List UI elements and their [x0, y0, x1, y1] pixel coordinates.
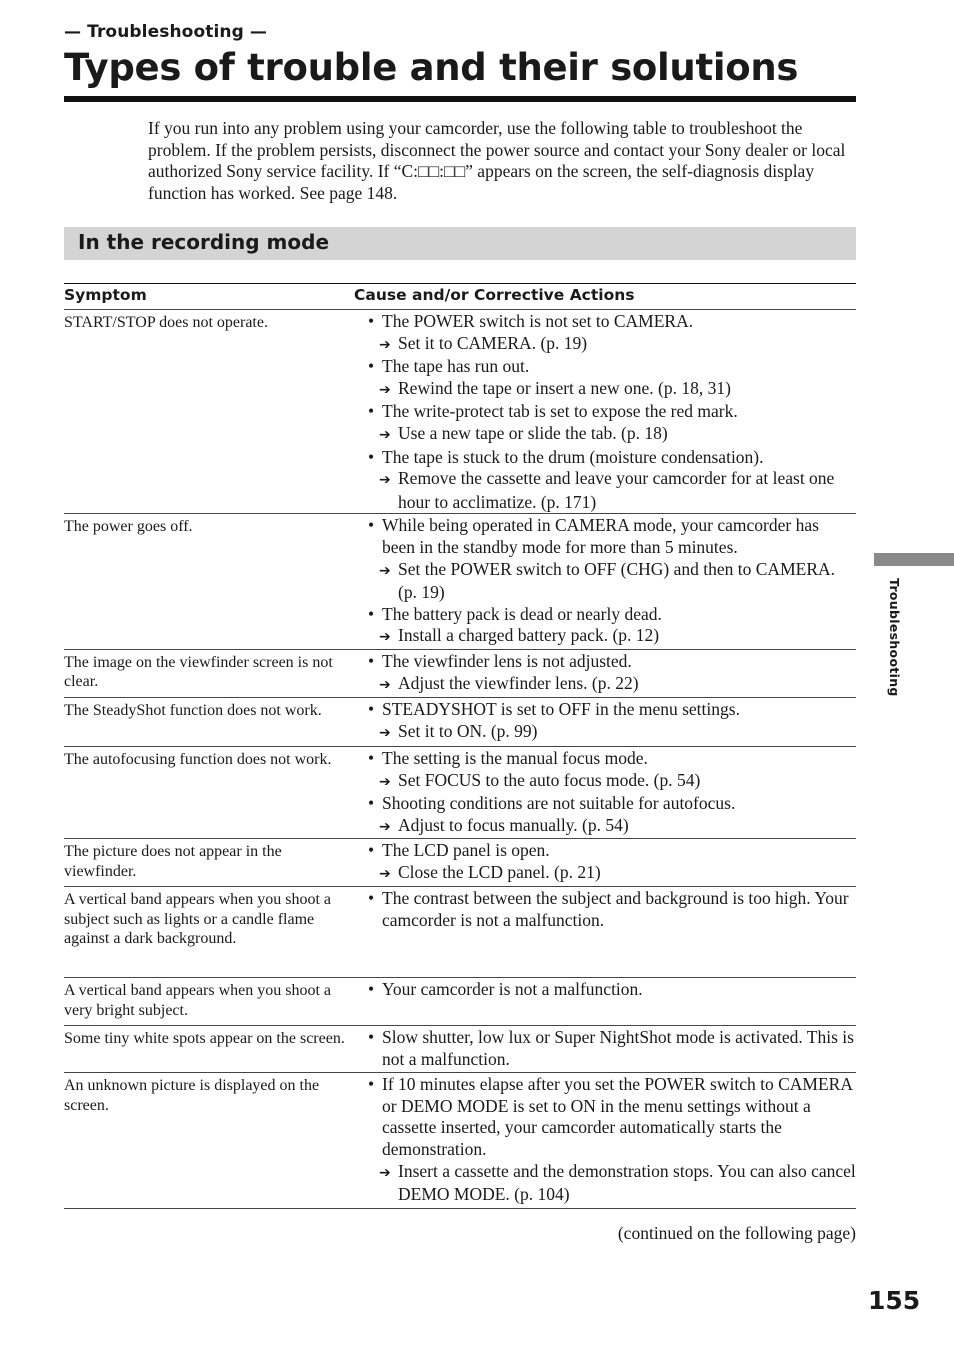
action-text: Close the LCD panel. (p. 21)	[398, 861, 601, 882]
corrective-action	[64, 815, 856, 839]
cause-item	[64, 793, 856, 815]
corrective-action	[64, 862, 856, 886]
bullet-icon: •	[368, 1027, 375, 1048]
bullet-icon: •	[368, 311, 375, 331]
cause-item	[64, 311, 856, 333]
cause-text: Your camcorder is not a malfunction.	[382, 979, 643, 1000]
action-text: Use a new tape or slide the tab. (p. 18)	[398, 422, 668, 443]
corrective-action	[64, 423, 856, 447]
corrective-action	[64, 1161, 856, 1206]
cause-item	[64, 699, 856, 721]
arrow-right-icon: ➔	[379, 1164, 391, 1181]
cause-text: The setting is the manual focus mode.	[382, 747, 648, 768]
symptom-cell: A vertical band appears when you shoot a subject such as lights or a candle flame against a dark background.	[64, 891, 332, 948]
cause-text: While being operated in CAMERA mode, your camcorder has been in the standby mode for more than 5 minutes.	[382, 515, 819, 557]
title-rule	[64, 96, 856, 102]
cause-item	[64, 515, 856, 558]
symptom-cell: The picture does not appear in the viewfinder.	[64, 843, 282, 880]
action-text: Set it to CAMERA. (p. 19)	[398, 332, 588, 353]
arrow-right-icon: ➔	[379, 629, 391, 646]
symptom-cell: An unknown picture is displayed on the screen.	[64, 1077, 320, 1114]
arrow-right-icon: ➔	[379, 562, 391, 579]
table-row	[64, 887, 856, 978]
cause-item	[64, 888, 856, 931]
cause-item	[64, 840, 856, 862]
bullet-icon: •	[368, 515, 375, 536]
symptom-cell: The image on the viewfinder screen is not clear.	[64, 653, 333, 691]
arrow-right-icon: ➔	[379, 336, 391, 353]
cause-cell	[354, 887, 856, 977]
cause-item	[64, 1074, 856, 1160]
symptom-cell: A vertical band appears when you shoot a very bright subject.	[64, 982, 332, 1019]
cause-text: The contrast between the subject and background is too high. Your camcorder is not a malfunction.	[382, 888, 849, 930]
action-text: Remove the cassette and leave your camcorder for at least one hour to acclimatize. (p. 171)	[398, 468, 835, 512]
cause-item	[64, 651, 856, 673]
table-header	[64, 283, 856, 310]
table-row	[64, 650, 856, 698]
cause-text: The LCD panel is open.	[382, 840, 550, 861]
table-row	[64, 310, 856, 514]
action-text: Adjust to focus manually. (p. 54)	[398, 814, 629, 835]
cause-cell	[354, 1026, 856, 1072]
bullet-icon: •	[368, 888, 375, 909]
page-title: Types of trouble and their solutions	[64, 46, 799, 89]
table-row	[64, 1073, 856, 1209]
cause-cell	[354, 978, 856, 1025]
symptom-cell: The autofocusing function does not work.	[64, 750, 332, 768]
arrow-right-icon: ➔	[379, 818, 391, 835]
bullet-icon: •	[368, 401, 375, 422]
cause-text: The tape has run out.	[382, 356, 530, 377]
table-row	[64, 1026, 856, 1073]
cause-text: The tape is stuck to the drum (moisture condensation).	[382, 446, 764, 467]
cause-item	[64, 1027, 856, 1070]
header-symptom: Symptom	[64, 286, 147, 304]
cause-text: The POWER switch is not set to CAMERA.	[382, 311, 694, 331]
action-text: Install a charged battery pack. (p. 12)	[398, 625, 660, 646]
section-kicker: — Troubleshooting —	[64, 22, 267, 42]
corrective-action	[64, 333, 856, 357]
cause-cell	[354, 1073, 856, 1208]
corrective-action	[64, 625, 856, 649]
bullet-icon: •	[368, 603, 375, 624]
cause-text: The write-protect tab is set to expose the red mark.	[382, 401, 738, 422]
cause-item	[64, 356, 856, 378]
corrective-action	[64, 468, 856, 513]
corrective-action	[64, 559, 856, 604]
bullet-icon: •	[368, 793, 375, 814]
page-number: 155	[868, 1286, 921, 1315]
bullet-icon: •	[368, 698, 375, 719]
cause-cell	[354, 839, 856, 886]
troubleshooting-table	[64, 283, 856, 1209]
cause-text: STEADYSHOT is set to OFF in the menu settings.	[382, 698, 740, 719]
cause-text: The viewfinder lens is not adjusted.	[382, 650, 632, 671]
action-text: Set it to ON. (p. 99)	[398, 720, 538, 741]
intro-paragraph: If you run into any problem using your camcorder, use the following table to troubleshoot the problem. If the problem persists, disconnect the power source and contact your Sony dealer or local authorized Sony service facility. If “C:□□:□□” appears on the screen, the self-diagnosis display function has worked. See page 148.	[148, 118, 846, 203]
arrow-right-icon: ➔	[379, 724, 391, 741]
table-body	[64, 310, 856, 1209]
cause-item	[64, 979, 856, 1001]
action-text: Set FOCUS to the auto focus mode. (p. 54)	[398, 769, 701, 790]
table-row	[64, 698, 856, 747]
bullet-icon: •	[368, 747, 375, 768]
action-text: Insert a cassette and the demonstration stops. You can also cancel DEMO MODE. (p. 104)	[398, 1160, 856, 1205]
table-row	[64, 747, 856, 839]
arrow-right-icon: ➔	[379, 381, 391, 398]
cause-text: Slow shutter, low lux or Super NightShot mode is activated. This is not a malfunction.	[382, 1027, 854, 1069]
symptom-cell: START/STOP does not operate.	[64, 314, 268, 331]
cause-cell	[354, 747, 856, 838]
subheading: In the recording mode	[78, 230, 330, 254]
side-tab-label: Troubleshooting	[887, 578, 902, 697]
symptom-cell: The power goes off.	[64, 518, 193, 536]
bullet-icon: •	[368, 979, 375, 1000]
bullet-icon: •	[368, 356, 375, 377]
cause-text: The battery pack is dead or nearly dead.	[382, 603, 662, 624]
action-text: Set the POWER switch to OFF (CHG) and then to CAMERA. (p. 19)	[398, 558, 836, 603]
subheading-bar	[64, 227, 856, 260]
arrow-right-icon: ➔	[379, 426, 391, 443]
cause-cell	[354, 698, 856, 746]
header-cause: Cause and/or Corrective Actions	[354, 286, 635, 304]
arrow-right-icon: ➔	[379, 773, 391, 790]
corrective-action	[64, 770, 856, 794]
cause-cell	[354, 310, 856, 513]
action-text: Adjust the viewfinder lens. (p. 22)	[398, 672, 639, 693]
arrow-right-icon: ➔	[379, 865, 391, 882]
corrective-action	[64, 721, 856, 745]
cause-item	[64, 447, 856, 469]
cause-text: If 10 minutes elapse after you set the POWER switch to CAMERA or DEMO MODE is set to ON in the menu settings without a cassette inserted, your camcorder automatically starts the demonstration.	[382, 1074, 852, 1160]
arrow-right-icon: ➔	[379, 472, 391, 489]
table-row	[64, 514, 856, 650]
cause-item	[64, 604, 856, 626]
continued-note: (continued on the following page)	[617, 1223, 856, 1243]
cause-item	[64, 401, 856, 423]
symptom-cell: The SteadyShot function does not work.	[64, 701, 322, 719]
cause-cell	[354, 514, 856, 649]
bullet-icon: •	[368, 446, 375, 467]
corrective-action	[64, 673, 856, 697]
bullet-icon: •	[368, 1074, 375, 1095]
bullet-icon: •	[368, 840, 375, 861]
corrective-action	[64, 378, 856, 402]
cause-item	[64, 748, 856, 770]
arrow-right-icon: ➔	[379, 676, 391, 693]
table-row	[64, 839, 856, 887]
bullet-icon: •	[368, 650, 375, 671]
table-row	[64, 978, 856, 1026]
side-tab-marker	[874, 553, 954, 566]
symptom-cell: Some tiny white spots appear on the screen.	[64, 1030, 345, 1048]
cause-text: Shooting conditions are not suitable for autofocus.	[382, 793, 736, 814]
action-text: Rewind the tape or insert a new one. (p. 18, 31)	[398, 377, 731, 398]
cause-cell	[354, 650, 856, 697]
